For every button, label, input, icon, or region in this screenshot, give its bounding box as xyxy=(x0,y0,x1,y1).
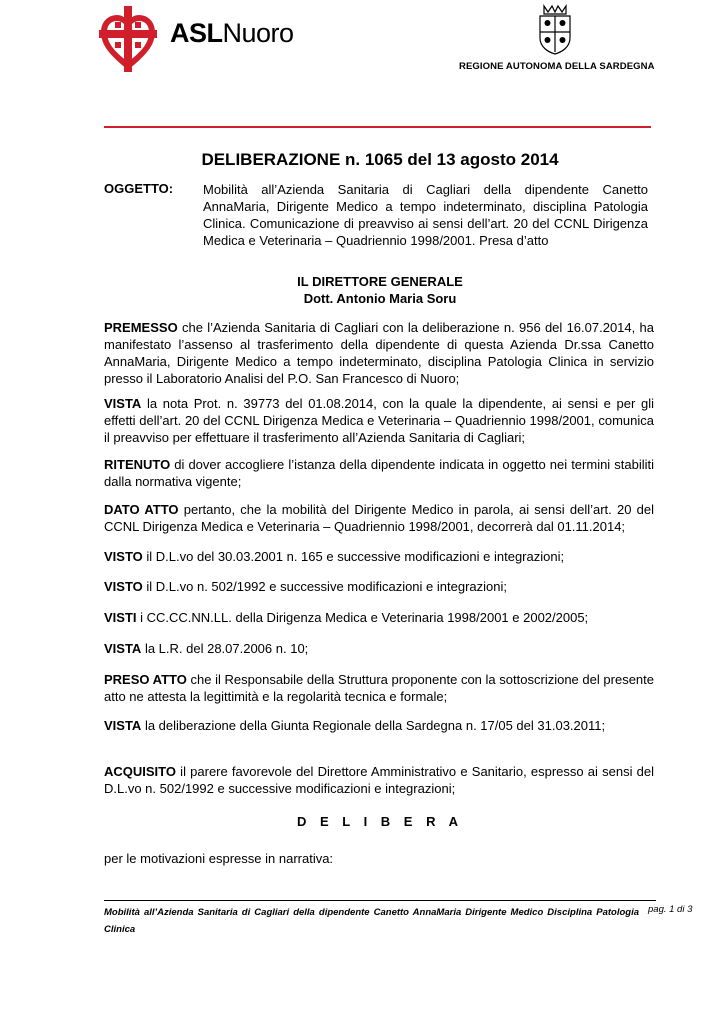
paragraph-lead: VISTA xyxy=(104,641,142,656)
paragraph-lead: PRESO ATTO xyxy=(104,672,187,687)
paragraph-lead: VISTA xyxy=(104,718,142,733)
signer-name: Dott. Antonio Maria Soru xyxy=(303,291,457,306)
region-crest-icon xyxy=(532,2,578,56)
region-name: REGIONE AUTONOMA DELLA SARDEGNA xyxy=(459,61,655,72)
paragraph-lead: VISTA xyxy=(104,396,142,411)
paragraph-lead: ACQUISITO xyxy=(104,764,176,779)
paragraph-lead: VISTO xyxy=(104,549,143,564)
paragraph-text: che il Responsabile della Struttura proponente con la sottoscrizione del presente atto ne attesta la legittimità e la regolarità tecnica e formale; xyxy=(104,672,654,704)
brand-name xyxy=(170,18,294,49)
delibera-heading: D E L I B E R A xyxy=(296,814,463,829)
header-divider xyxy=(104,126,651,128)
paragraph-visto-165 xyxy=(104,548,654,565)
subject-label: OGGETTO: xyxy=(104,181,174,196)
brand-name-light: Nuoro xyxy=(222,18,294,48)
paragraph-text: di dover accogliere l’istanza della dipendente indicata in oggetto nei termini stabiliti dalla normativa vigente; xyxy=(104,457,654,489)
footer-subject: Mobilità all’Azienda Sanitaria di Cagliari della dipendente Canetto AnnaMaria Dirigente Medico Disciplina Patologia Clinica xyxy=(104,907,639,935)
paragraph-ritenuto xyxy=(104,456,654,490)
paragraph-visti-ccnl xyxy=(104,609,654,626)
asl-logo-icon xyxy=(97,4,159,74)
paragraph-vista-lr xyxy=(104,640,654,657)
paragraph-vista-nota xyxy=(104,395,654,446)
paragraph-vista-giunta xyxy=(104,717,654,734)
paragraph-premesso xyxy=(104,319,654,387)
signer-role: IL DIRETTORE GENERALE xyxy=(297,274,463,289)
paragraph-lead: RITENUTO xyxy=(104,457,171,472)
brand-name-bold: ASL xyxy=(170,18,223,48)
paragraph-lead: VISTO xyxy=(104,579,143,594)
paragraph-dato-atto xyxy=(104,501,654,535)
document-title: DELIBERAZIONE n. 1065 del 13 agosto 2014 xyxy=(201,150,559,169)
paragraph-text: i CC.CC.NN.LL. della Dirigenza Medica e Veterinaria 1998/2001 e 2002/2005; xyxy=(136,610,589,625)
paragraph-text: la deliberazione della Giunta Regionale della Sardegna n. 17/05 del 31.03.2011; xyxy=(141,718,606,733)
paragraph-preso-atto xyxy=(104,671,654,705)
paragraph-lead: VISTI xyxy=(104,610,137,625)
subject-text: Mobilità all’Azienda Sanitaria di Cagliari della dipendente Canetto AnnaMaria, Dirigente Medico a tempo indeterminato, disciplina Patologia Clinica. Comunicazione di preavviso ai sensi dell’art. 20 del CCNL Dirigenza Medica e Veterinaria – Quadriennio 1998/2001. Presa d’atto xyxy=(203,182,648,248)
paragraph-text: il D.L.vo del 30.03.2001 n. 165 e successive modificazioni e integrazioni; xyxy=(142,549,565,564)
closing-text: per le motivazioni espresse in narrativa: xyxy=(104,851,334,866)
paragraph-text: la L.R. del 28.07.2006 n. 10; xyxy=(141,641,309,656)
paragraph-text: pertanto, che la mobilità del Dirigente Medico in parola, ai sensi dell’art. 20 del CCNL Dirigenza Medica e Veterinaria – Quadriennio 1998/2001, decorrerà dal 01.11.2014; xyxy=(104,502,654,534)
paragraph-lead: DATO ATTO xyxy=(104,502,179,517)
paragraph-acquisito xyxy=(104,763,654,797)
footer-divider xyxy=(104,900,656,901)
paragraph-visto-502 xyxy=(104,578,654,595)
page-number: pag. 1 di 3 xyxy=(648,904,693,915)
paragraph-text: che l’Azienda Sanitaria di Cagliari con la deliberazione n. 956 del 16.07.2014, ha manifestato l’assenso al trasferimento della dipendente di questa Azienda Dr.ssa Canetto AnnaMaria, Dirigente Medico a tempo indeterminato, disciplina Patologia Clinica in servizio presso il Laboratorio Analisi del P.O. San Francesco di Nuoro; xyxy=(104,320,654,386)
paragraph-text: il D.L.vo n. 502/1992 e successive modificazioni e integrazioni; xyxy=(142,579,507,594)
paragraph-text: il parere favorevole del Direttore Amministrativo e Sanitario, espresso ai sensi del D.L.vo n. 502/1992 e successive modificazioni e integrazioni; xyxy=(104,764,654,796)
paragraph-text: la nota Prot. n. 39773 del 01.08.2014, con la quale la dipendente, ai sensi e per gli effetti dell’art. 20 del CCNL Dirigenza Medica e Veterinaria – Quadriennio 1998/2001, comunica il preavviso per effettuare il trasferimento all’Azienda Sanitaria di Cagliari; xyxy=(104,396,654,445)
paragraph-lead: PREMESSO xyxy=(104,320,178,335)
signer-block xyxy=(0,273,724,307)
